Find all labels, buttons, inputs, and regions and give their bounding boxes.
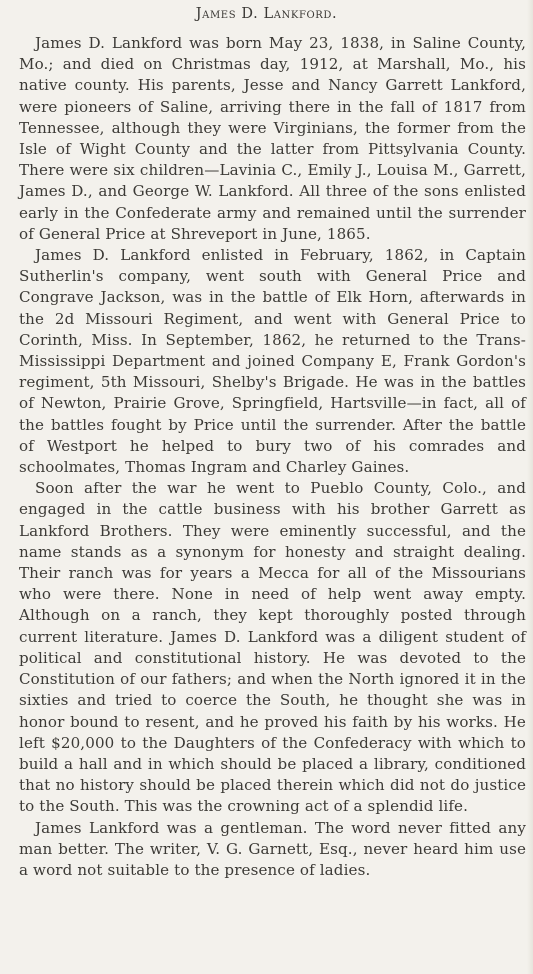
scan-edge-shadow <box>527 0 533 974</box>
paragraph-postwar-life: Soon after the war he went to Pueblo County, Colo., and engaged in the cattle business with his brother Garrett as Lankford Brothers. They were eminently successful, and the name stands as a synonym for honesty and straight dealing. Their ranch was for years a Mecca for all of the Missourians who were there. None in need of help went away empty. Although on a ranch, they kept thoroughly posted through current literature. James D. Lankford was a diligent student of political and constitutional history. He was devoted to the Constitution of our fathers; and when the North ignored it in the sixties and tried to coerce the South, he thought she was in honor bound to resent, and he proved his faith by his works. He left $20,000 to the Daughters of the Confederacy with which to build a hall and in which should be placed a library, conditioned that no history should be placed therein which did not do justice to the South. This was the crowning act of a splendid life. <box>19 479 526 816</box>
article-title: James D. Lankford. <box>195 6 338 22</box>
paragraph-birth-family: James D. Lankford was born May 23, 1838, in Saline County, Mo.; and died on Christmas day, 1912, at Marshall, Mo., his native county. His parents, Jesse and Nancy Garrett Lankford, were pioneers of Saline, arriving there in the fall of 1817 from Tennessee, although they were Virginians, the former from the Isle of Wight County and the latter from Pittsylvania County. There were six children—Lavinia C., Emily J., Louisa M., Garrett, James D., and George W. Lankford. All three of the sons enlisted early in the Confederate army and remained until the surrender of General Price at Shreveport in June, 1865. <box>19 34 526 243</box>
article-body <box>19 33 526 881</box>
paragraph-military-service: James D. Lankford enlisted in February, 1862, in Captain Sutherlin's company, went south with General Price and Congrave Jackson, was in the battle of Elk Horn, afterwards in the 2d Missouri Regiment, and went with General Price to Corinth, Miss. In September, 1862, he returned to the Trans-Mississippi Department and joined Company E, Frank Gordon's regiment, 5th Missouri, Shelby's Brigade. He was in the battles of Newton, Prairie Grove, Springfield, Hartsville—in fact, all of the battles fought by Price until the surrender. After the battle of Westport he helped to bury two of his comrades and schoolmates, Thomas Ingram and Charley Gaines. <box>19 246 526 477</box>
paragraph-character: James Lankford was a gentleman. The word never fitted any man better. The writer, V. G. Garnett, Esq., never heard him use a word not suitable to the presence of ladies. <box>19 818 526 879</box>
